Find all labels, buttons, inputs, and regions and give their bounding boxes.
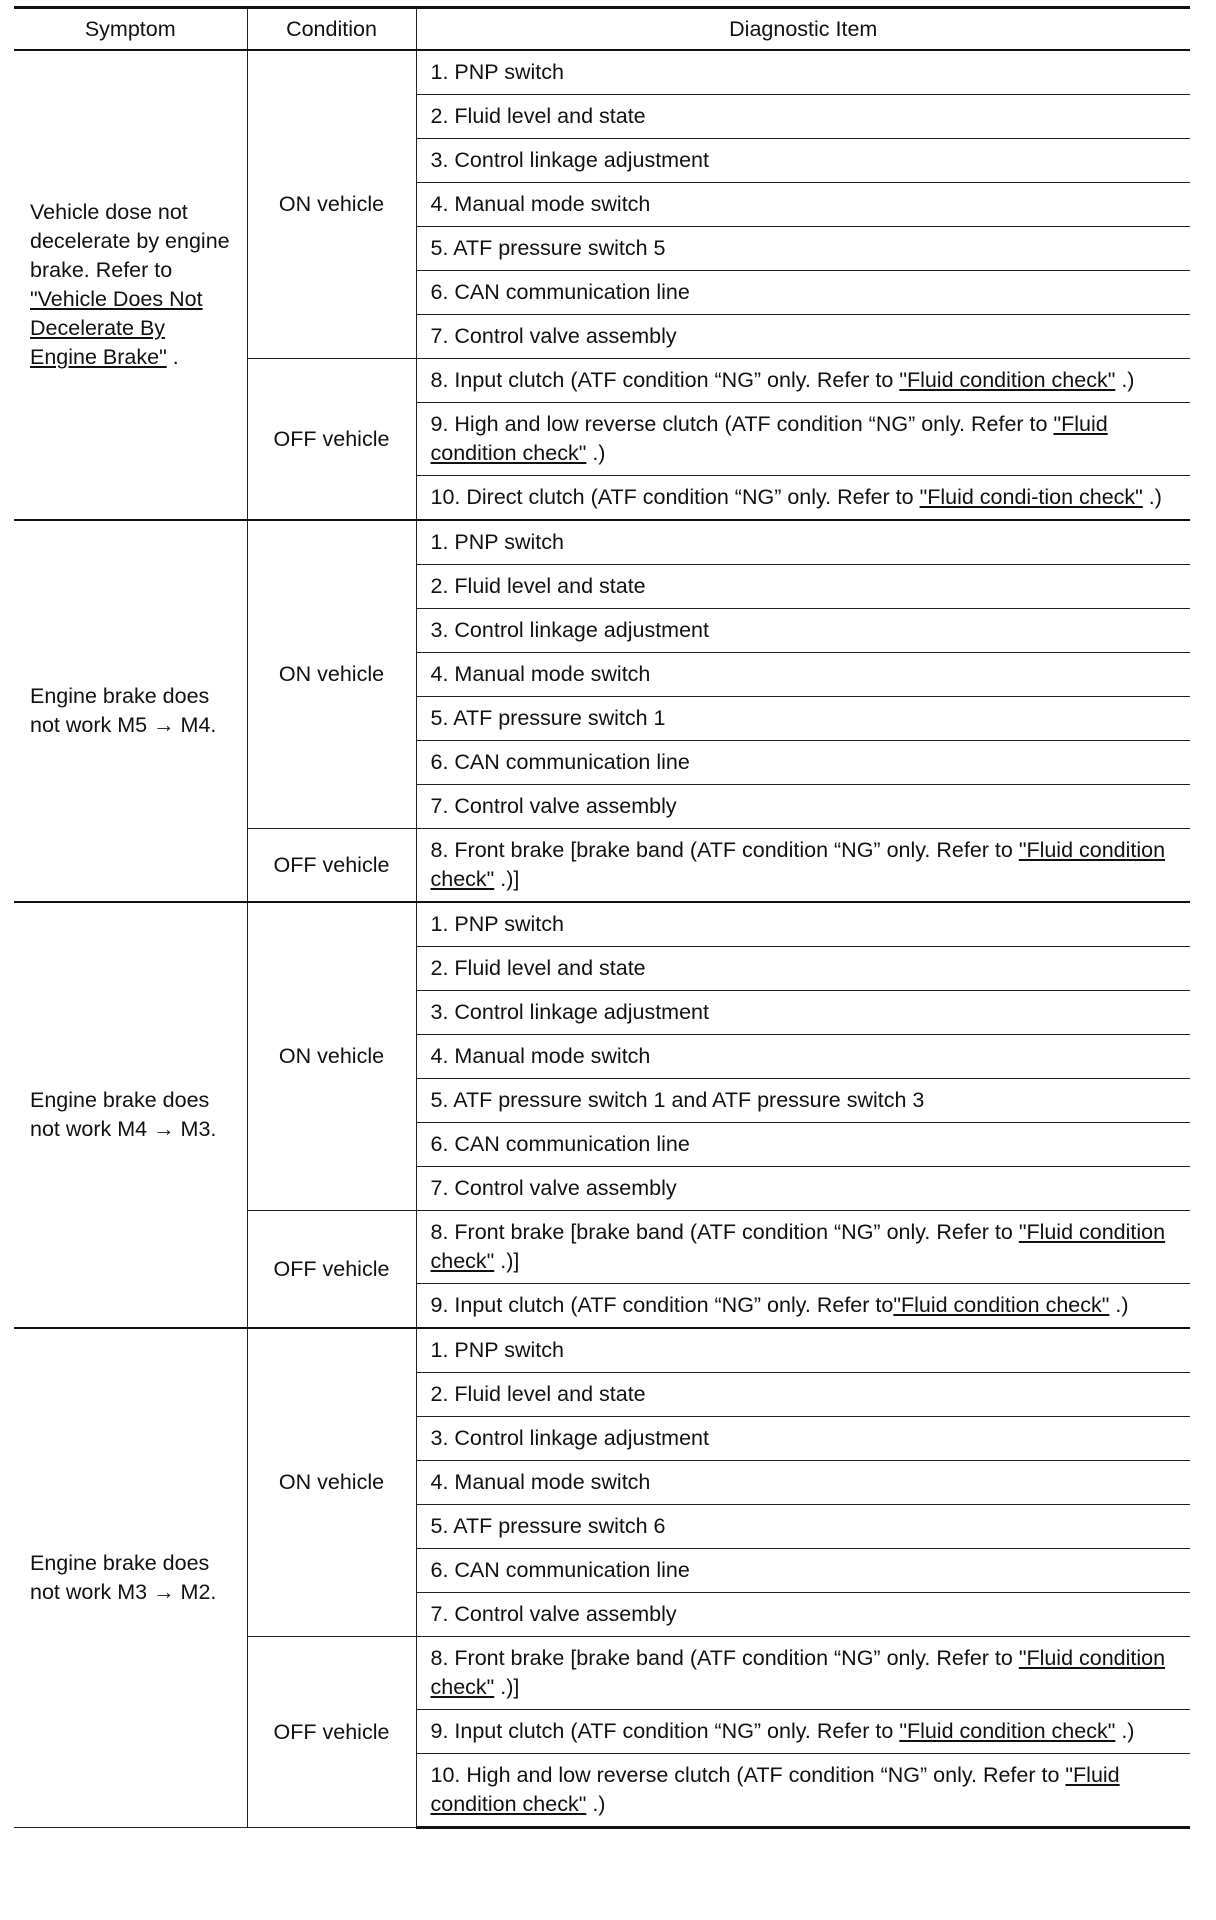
diagnostic-item-text: 1. PNP switch (430, 60, 564, 84)
diagnostic-item-cell (416, 1284, 1190, 1329)
condition-cell (247, 1211, 416, 1329)
symptom-cell (14, 1328, 247, 1828)
diagnostic-table (14, 6, 1190, 1829)
symptom-text: Engine brake does not work M5 → M4. (30, 684, 217, 737)
header-symptom: Symptom (14, 8, 247, 51)
diagnostic-item-text: 8. Front brake [brake band (ATF condition “NG” only. Refer to (430, 1220, 1019, 1244)
diagnostic-item-suffix: .) (1115, 368, 1135, 392)
table-row (14, 902, 1190, 947)
diagnostic-item-suffix: .)] (494, 1249, 520, 1273)
condition-label: OFF vehicle (273, 426, 390, 451)
diagnostic-item-cell (416, 1461, 1190, 1505)
diagnostic-item-text: 8. Front brake [brake band (ATF condition “NG” only. Refer to (430, 838, 1019, 862)
diagnostic-item-text: 3. Control linkage adjustment (430, 148, 709, 172)
diagnostic-table-container (14, 6, 1190, 1829)
fluid-condition-check-link[interactable]: "Fluid condition check" (893, 1293, 1110, 1317)
diagnostic-item-cell (416, 1505, 1190, 1549)
diagnostic-item-cell (416, 359, 1190, 403)
diagnostic-item-text: 10. Direct clutch (ATF condition “NG” only. Refer to (430, 485, 920, 509)
symptom-text: Vehicle dose not decelerate by engine brake. Refer to (30, 200, 230, 282)
diagnostic-item-text: 7. Control valve assembly (430, 324, 677, 348)
diagnostic-item-text: 2. Fluid level and state (430, 574, 646, 598)
diagnostic-item-text: 6. CAN communication line (430, 1132, 690, 1156)
diagnostic-item-cell (416, 697, 1190, 741)
diagnostic-item-cell (416, 183, 1190, 227)
symptom-text: Engine brake does not work M4 → M3. (30, 1088, 217, 1141)
diagnostic-item-text: 6. CAN communication line (430, 280, 690, 304)
condition-label: OFF vehicle (273, 852, 390, 877)
header-diagnostic-item: Diagnostic Item (416, 8, 1190, 51)
condition-cell (247, 50, 416, 359)
diagnostic-item-cell (416, 991, 1190, 1035)
symptom-cell (14, 902, 247, 1328)
diagnostic-item-text: 7. Control valve assembly (430, 1176, 677, 1200)
diagnostic-item-text: 5. ATF pressure switch 1 and ATF pressure switch 3 (430, 1088, 925, 1112)
diagnostic-item-cell (416, 1754, 1190, 1828)
diagnostic-item-text: 1. PNP switch (430, 530, 564, 554)
diagnostic-item-suffix: .) (586, 1792, 606, 1816)
fluid-condition-check-link[interactable]: "Fluid condi-tion check" (919, 485, 1143, 509)
symptom-reference-link[interactable]: "Vehicle Does Not Decelerate By Engine Brake" (30, 287, 203, 369)
diagnostic-item-text: 2. Fluid level and state (430, 104, 646, 128)
fluid-condition-check-link[interactable]: "Fluid condition check" (899, 368, 1116, 392)
diagnostic-item-cell (416, 1549, 1190, 1593)
diagnostic-item-cell (416, 95, 1190, 139)
diagnostic-item-cell (416, 1417, 1190, 1461)
diagnostic-item-cell (416, 520, 1190, 565)
table-row (14, 1328, 1190, 1373)
symptom-cell (14, 50, 247, 520)
condition-cell (247, 359, 416, 521)
fluid-condition-check-link[interactable]: "Fluid condition check" (899, 1719, 1116, 1743)
diagnostic-item-cell (416, 1035, 1190, 1079)
diagnostic-item-cell (416, 227, 1190, 271)
diagnostic-item-cell (416, 315, 1190, 359)
header-row (14, 8, 1190, 51)
diagnostic-item-cell (416, 1123, 1190, 1167)
condition-cell (247, 902, 416, 1211)
diagnostic-item-cell (416, 565, 1190, 609)
diagnostic-item-cell (416, 1167, 1190, 1211)
fluid-condition-check-link[interactable]: "Fluid condition check" (430, 1763, 1120, 1816)
diagnostic-item-cell (416, 403, 1190, 476)
diagnostic-item-cell (416, 1328, 1190, 1373)
diagnostic-item-text: 4. Manual mode switch (430, 662, 651, 686)
diagnostic-item-cell (416, 1710, 1190, 1754)
diagnostic-item-text: 8. Front brake [brake band (ATF condition “NG” only. Refer to (430, 1646, 1019, 1670)
diagnostic-item-text: 8. Input clutch (ATF condition “NG” only. Refer to (430, 368, 900, 392)
header-condition: Condition (247, 8, 416, 51)
diagnostic-item-cell (416, 1593, 1190, 1637)
diagnostic-item-cell (416, 653, 1190, 697)
condition-cell (247, 1637, 416, 1828)
condition-label: ON vehicle (278, 662, 385, 686)
diagnostic-item-text: 6. CAN communication line (430, 750, 690, 774)
diagnostic-item-cell (416, 785, 1190, 829)
diagnostic-item-suffix: .) (586, 441, 606, 465)
diagnostic-item-cell (416, 1373, 1190, 1417)
diagnostic-item-suffix: .) (1115, 1719, 1135, 1743)
condition-label: OFF vehicle (273, 1719, 390, 1744)
condition-label: ON vehicle (278, 192, 385, 216)
diagnostic-item-text: 2. Fluid level and state (430, 1382, 646, 1406)
diagnostic-item-text: 4. Manual mode switch (430, 1470, 651, 1494)
diagnostic-item-suffix: .)] (494, 1675, 520, 1699)
diagnostic-item-text: 4. Manual mode switch (430, 192, 651, 216)
diagnostic-item-text: 3. Control linkage adjustment (430, 1426, 709, 1450)
fluid-condition-check-link[interactable]: "Fluid condition check" (430, 1220, 1166, 1273)
diagnostic-item-text: 4. Manual mode switch (430, 1044, 651, 1068)
diagnostic-item-cell (416, 50, 1190, 95)
diagnostic-item-cell (416, 1211, 1190, 1284)
diagnostic-item-suffix: .) (1142, 485, 1162, 509)
diagnostic-item-text: 3. Control linkage adjustment (430, 618, 709, 642)
diagnostic-item-text: 10. High and low reverse clutch (ATF condition “NG” only. Refer to (430, 1763, 1066, 1787)
condition-cell (247, 1328, 416, 1637)
diagnostic-item-text: 9. Input clutch (ATF condition “NG” only. Refer to (430, 1719, 900, 1743)
diagnostic-item-cell (416, 1637, 1190, 1710)
diagnostic-item-text: 7. Control valve assembly (430, 1602, 677, 1626)
symptom-text: Engine brake does not work M3 → M2. (30, 1551, 217, 1604)
diagnostic-item-cell (416, 1079, 1190, 1123)
diagnostic-item-text: 7. Control valve assembly (430, 794, 677, 818)
diagnostic-item-text: 2. Fluid level and state (430, 956, 646, 980)
condition-cell (247, 829, 416, 903)
diagnostic-item-cell (416, 271, 1190, 315)
table-row (14, 50, 1190, 95)
diagnostic-item-text: 3. Control linkage adjustment (430, 1000, 709, 1024)
condition-label: ON vehicle (278, 1470, 385, 1494)
diagnostic-item-text: 5. ATF pressure switch 5 (430, 236, 666, 260)
diagnostic-item-cell (416, 829, 1190, 903)
symptom-cell (14, 520, 247, 902)
diagnostic-item-suffix: .) (1109, 1293, 1129, 1317)
table-body (14, 50, 1190, 1828)
diagnostic-item-text: 5. ATF pressure switch 6 (430, 1514, 666, 1538)
diagnostic-item-cell (416, 947, 1190, 991)
condition-cell (247, 520, 416, 829)
fluid-condition-check-link[interactable]: "Fluid condition check" (430, 412, 1108, 465)
diagnostic-item-cell (416, 476, 1190, 521)
fluid-condition-check-link[interactable]: "Fluid condition check" (430, 838, 1166, 891)
diagnostic-item-cell (416, 741, 1190, 785)
condition-label: ON vehicle (278, 1044, 385, 1068)
diagnostic-item-text: 1. PNP switch (430, 1338, 564, 1362)
fluid-condition-check-link[interactable]: "Fluid condition check" (430, 1646, 1166, 1699)
diagnostic-item-cell (416, 902, 1190, 947)
diagnostic-item-text: 9. High and low reverse clutch (ATF condition “NG” only. Refer to (430, 412, 1054, 436)
symptom-suffix: . (166, 345, 179, 369)
table-row (14, 520, 1190, 565)
diagnostic-item-text: 9. Input clutch (ATF condition “NG” only. Refer to (430, 1293, 894, 1317)
diagnostic-item-suffix: .)] (494, 867, 520, 891)
condition-label: OFF vehicle (273, 1256, 390, 1281)
diagnostic-item-text: 5. ATF pressure switch 1 (430, 706, 666, 730)
diagnostic-item-text: 6. CAN communication line (430, 1558, 690, 1582)
diagnostic-item-text: 1. PNP switch (430, 912, 564, 936)
diagnostic-item-cell (416, 609, 1190, 653)
diagnostic-item-cell (416, 139, 1190, 183)
